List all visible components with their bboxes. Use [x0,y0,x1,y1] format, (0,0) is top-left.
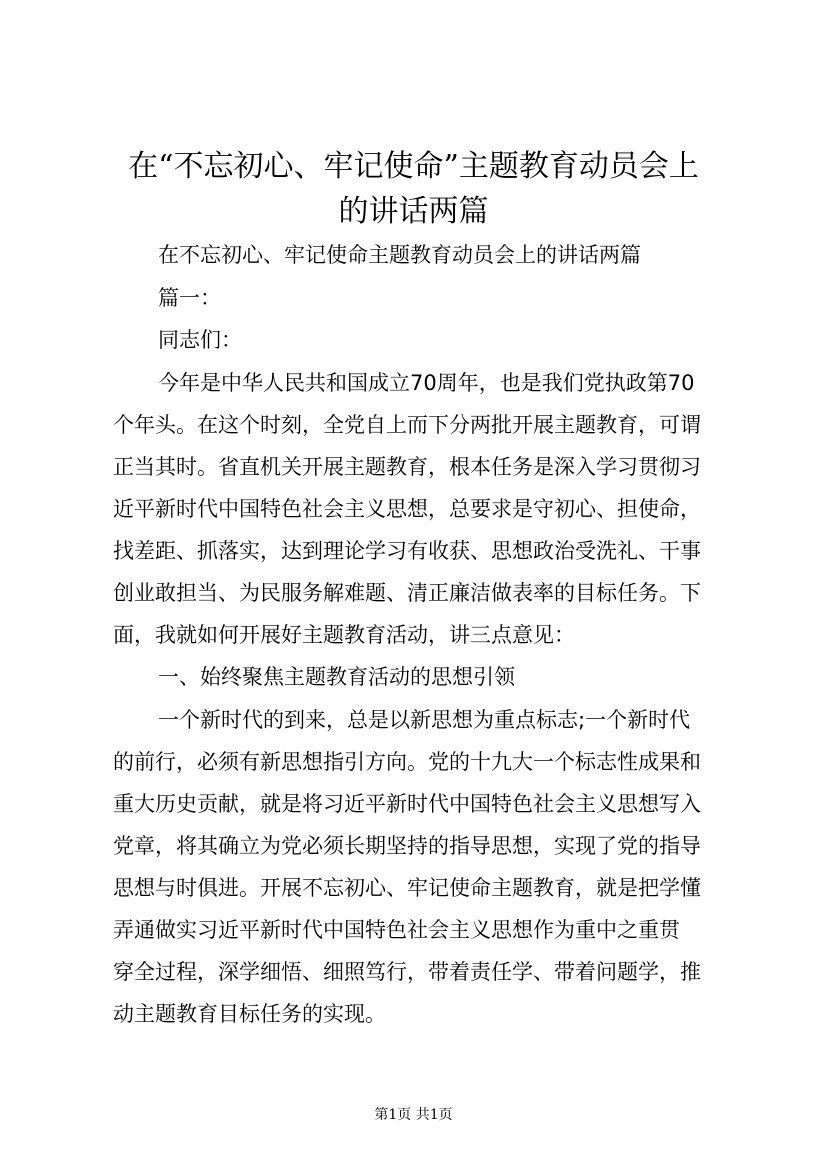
paragraph-2-line: 重大历史贡献，就是将习近平新时代中国特色社会主义思想写入 [113,792,701,816]
paragraph-1-line: 个年头。在这个时刻，全党自上而下分两批开展主题教育，可谓 [113,413,701,437]
paragraph-1-line: 创业敢担当、为民服务解难题、清正廉洁做表率的目标任务。下 [113,581,701,605]
paragraph-2-line: 动主题教育目标任务的实现。 [113,1002,386,1026]
salutation: 同志们： [158,328,242,352]
paragraph-1-line: 面，我就如何开展好主题教育活动，讲三点意见： [113,623,575,647]
document-title-line-2: 的讲话两篇 [338,194,489,229]
document-subtitle: 在不忘初心、牢记使命主题教育动员会上的讲话两篇 [158,243,641,267]
section-heading: 一、始终聚焦主题教育活动的思想引领 [158,665,515,689]
paragraph-1-line: 今年是中华人民共和国成立70周年，也是我们党执政第70 [158,371,695,395]
paragraph-1-line: 正当其时。省直机关开展主题教育，根本任务是深入学习贯彻习 [113,455,701,479]
paragraph-2-line: 思想与时俱进。开展不忘初心、牢记使命主题教育，就是把学懂 [113,876,701,900]
paragraph-2-line: 穿全过程，深学细悟、细照笃行，带着责任学、带着问题学，推 [113,960,701,984]
part-label: 篇一： [158,286,221,310]
paragraph-2-line: 弄通做实习近平新时代中国特色社会主义思想作为重中之重贯 [113,918,680,942]
paragraph-1-line: 近平新时代中国特色社会主义思想，总要求是守初心、担使命， [113,497,701,521]
paragraph-2-line: 一个新时代的到来，总是以新思想为重点标志;一个新时代 [158,708,691,732]
page-number-footer: 第1页 共1页 [374,1107,453,1123]
document-title-line-1: 在“不忘初心、牢记使命”主题教育动员会上 [128,149,699,184]
paragraph-1-line: 找差距、抓落实，达到理论学习有收获、思想政治受洗礼、干事 [113,539,701,563]
paragraph-2-line: 党章，将其确立为党必须长期坚持的指导思想，实现了党的指导 [113,834,701,858]
paragraph-2-line: 的前行，必须有新思想指引方向。党的十九大一个标志性成果和 [113,750,701,774]
